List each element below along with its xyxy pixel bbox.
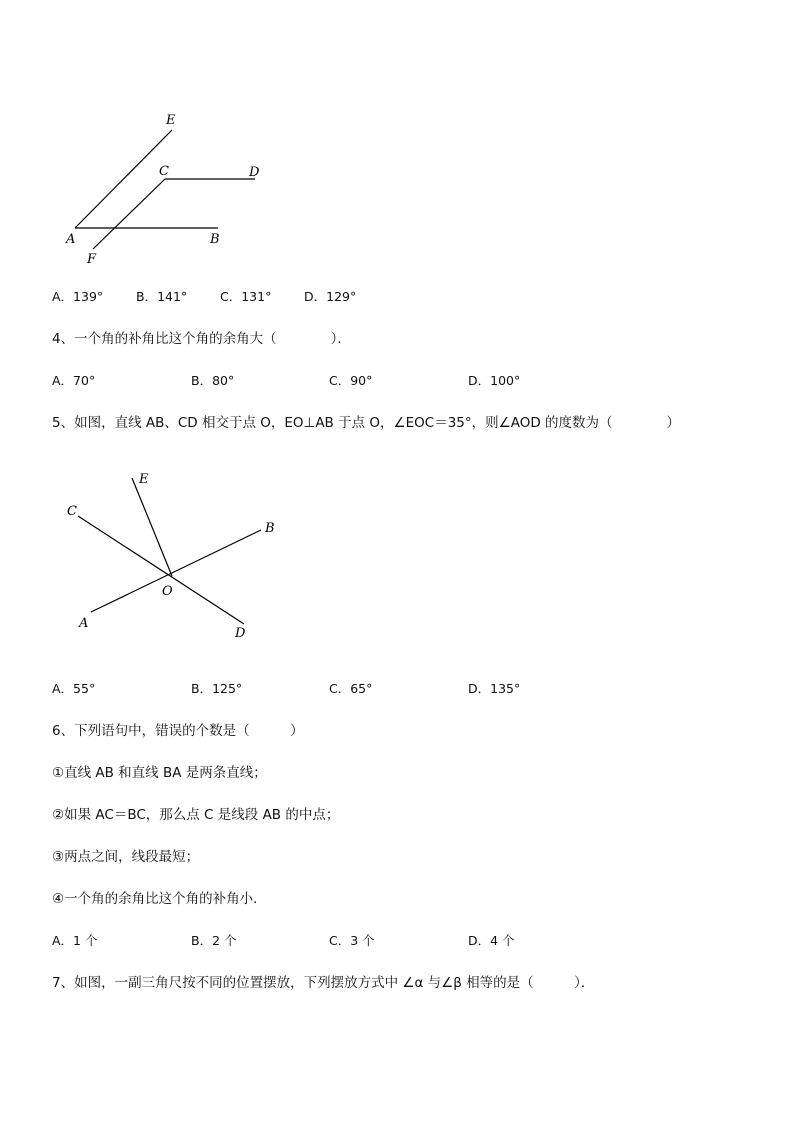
line-AB (91, 530, 261, 612)
label-D: D (249, 165, 260, 180)
q6-option-c: C．3 个 (329, 933, 375, 948)
label-B: B (210, 232, 220, 247)
label-D: D (235, 626, 246, 641)
q3-option-d: D．129° (304, 289, 357, 304)
q3-option-c: C．131° (220, 289, 272, 304)
line-CD (78, 516, 244, 624)
q3-option-b: B．141° (136, 289, 188, 304)
figure-q3-parallel-lines (50, 105, 280, 275)
q6-option-a: A．1 个 (52, 933, 98, 948)
q5-option-a: A．55° (52, 681, 96, 696)
figure-q5-intersecting-lines (55, 460, 295, 650)
q5-option-d: D．135° (468, 681, 521, 696)
q4-option-a: A．70° (52, 373, 96, 388)
label-O: O (162, 584, 173, 599)
q6-stem: 6、下列语句中，错误的个数是（ ） (52, 723, 304, 739)
q4-stem: 4、一个角的补角比这个角的余角大（ ）． (52, 331, 351, 347)
label-B: B (265, 521, 275, 536)
label-E: E (139, 472, 149, 487)
label-C: C (159, 164, 169, 179)
q3-option-a: A．139° (52, 289, 104, 304)
label-F: F (87, 252, 97, 267)
q6-statement-3: ③两点之间，线段最短； (52, 849, 200, 865)
q6-option-b: B．2 个 (191, 933, 237, 948)
q4-option-b: B．80° (191, 373, 235, 388)
q5-option-c: C．65° (329, 681, 373, 696)
q5-option-b: B．125° (191, 681, 243, 696)
q7-stem: 7、如图，一副三角尺按不同的位置摆放，下列摆放方式中 ∠α 与∠β 相等的是（ ）． (52, 975, 595, 991)
q6-statement-2: ②如果 AC＝BC，那么点 C 是线段 AB 的中点； (52, 807, 340, 823)
label-C: C (67, 504, 77, 519)
line-AE (75, 130, 172, 228)
q4-option-d: D．100° (468, 373, 521, 388)
q6-statement-1: ①直线 AB 和直线 BA 是两条直线； (52, 765, 267, 781)
label-A: A (66, 232, 76, 247)
q5-stem: 5、如图，直线 AB、CD 相交于点 O，EO⊥AB 于点 O，∠EOC＝35°，则∠AOD 的度数为（ ） (52, 415, 681, 431)
q6-option-d: D．4 个 (468, 933, 515, 948)
q4-option-c: C．90° (329, 373, 373, 388)
q6-statement-4: ④一个角的余角比这个角的补角小． (52, 891, 267, 907)
label-A: A (79, 616, 89, 631)
ray-OE (132, 478, 172, 576)
line-CF (93, 179, 165, 249)
label-E: E (166, 113, 176, 128)
